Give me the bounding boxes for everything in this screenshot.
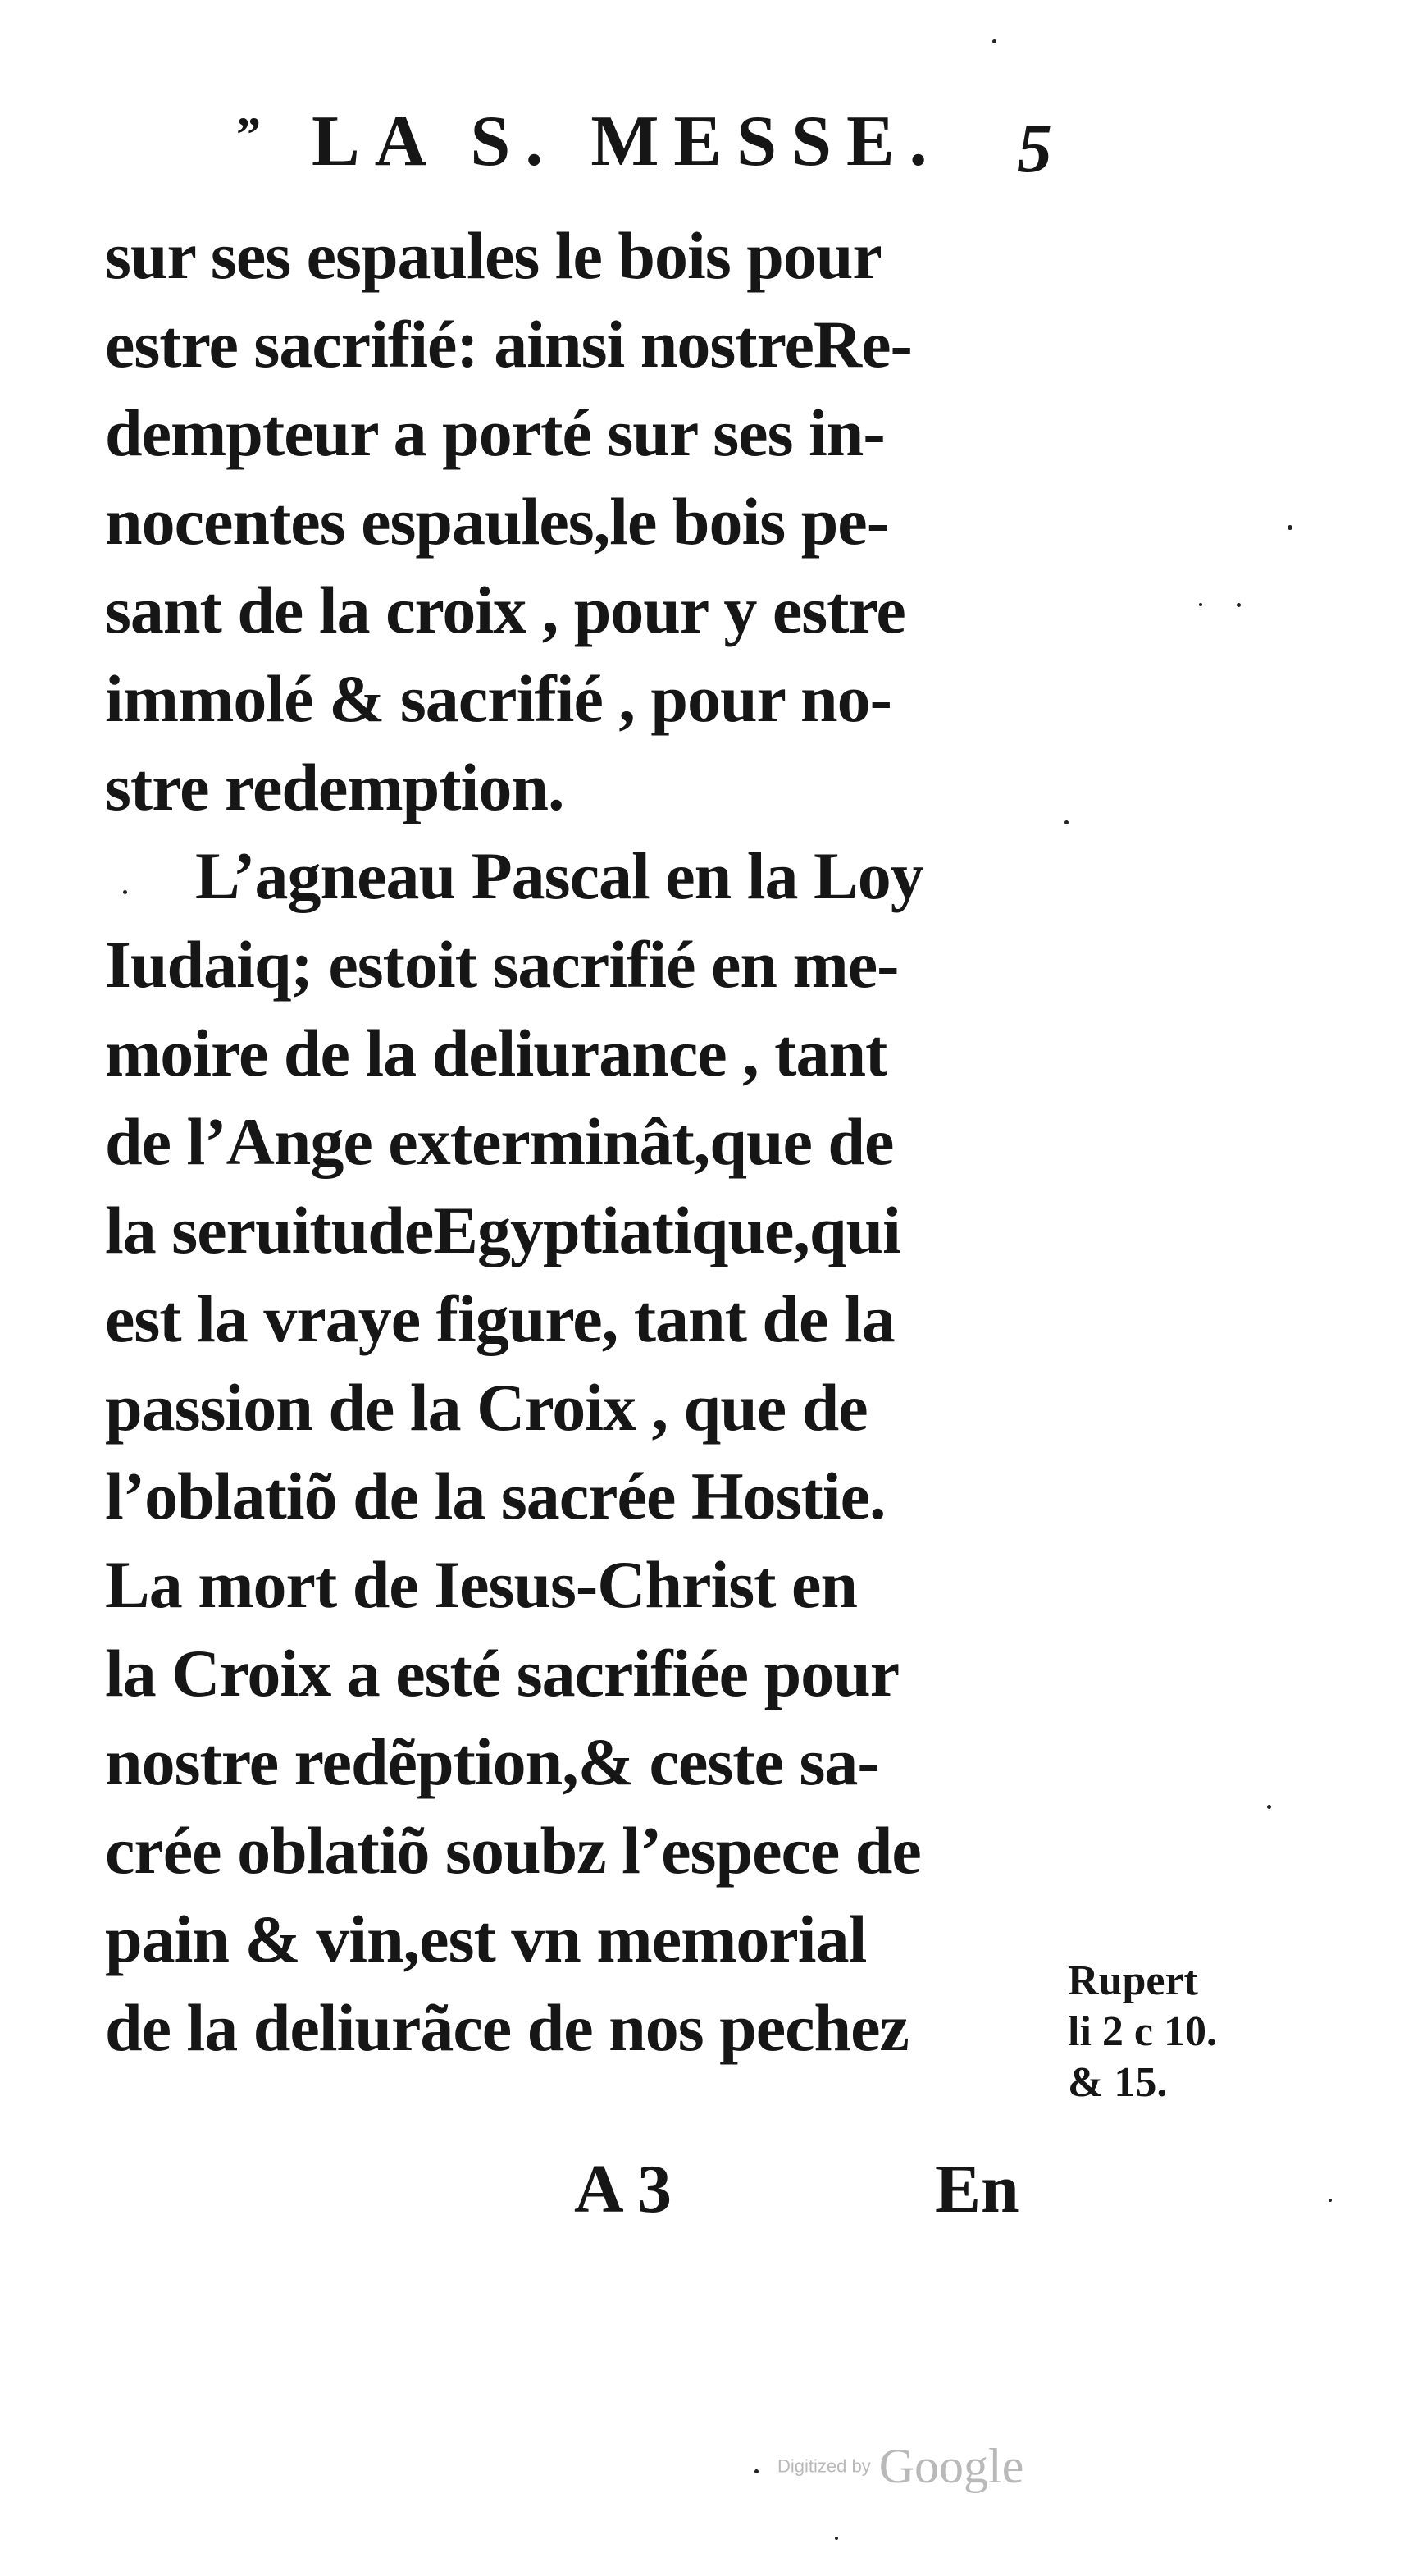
text-line: Iudaiq; estoit sacrifié en me- (105, 927, 899, 1002)
margin-note-line: Rupert (1068, 1957, 1198, 2004)
signature-mark: A 3 (574, 2151, 672, 2227)
digitized-watermark (777, 2438, 1023, 2495)
margin-note (1068, 1956, 1314, 2108)
scan-speck (1288, 525, 1292, 530)
text-line: L’agneau Pascal en la Loy (195, 838, 923, 913)
text-line: stre redemption. (105, 750, 564, 824)
text-line: la seruitudeEgyptiatique,qui (105, 1193, 900, 1267)
text-line: nocentes espaules,le bois pe- (105, 484, 888, 559)
running-header (221, 92, 1083, 207)
text-line: crée oblatiõ soubz l’espece de (105, 1813, 921, 1888)
text-line: dempteur a porté sur ses in- (105, 395, 885, 470)
text-line: la Croix a esté sacrifiée pour (105, 1636, 900, 1710)
text-line: La mort de Iesus-Christ en (105, 1547, 857, 1622)
text-line: nostre redẽption,& ceste sa- (105, 1724, 879, 1799)
watermark-prefix: Digitized by (777, 2455, 871, 2477)
watermark-brand: Google (878, 2439, 1024, 2493)
text-line: estre sacrifié: ainsi nostreRe- (105, 307, 912, 381)
scan-speck (1199, 603, 1202, 606)
scan-speck (1329, 2199, 1332, 2202)
margin-note-line: li 2 c 10. (1068, 2008, 1217, 2055)
scan-speck (754, 2469, 759, 2473)
text-line: est la vraye figure, tant de la (105, 1281, 895, 1356)
scan-speck (1064, 820, 1069, 824)
scan-speck (1267, 1805, 1271, 1809)
text-line: sur ses espaules le bois pour (105, 218, 882, 293)
header-title: LA S. MESSE. (312, 102, 942, 181)
text-line: immolé & sacrifié , pour no- (105, 661, 891, 736)
text-line: moire de la deliurance , tant (105, 1016, 887, 1090)
scan-speck (992, 39, 996, 43)
header-ornament: ” (236, 107, 261, 162)
scan-speck (1237, 603, 1241, 607)
text-line: de la deliurãce de nos pechez (105, 1990, 909, 2065)
text-line: sant de la croix , pour y estre (105, 573, 905, 647)
catchword: En (935, 2151, 1019, 2227)
text-line: passion de la Croix , que de (105, 1370, 868, 1445)
text-line: l’oblatiõ de la sacrée Hostie. (105, 1459, 886, 1533)
body-text (105, 212, 1073, 2072)
scan-speck (835, 2537, 838, 2540)
text-line: pain & vin,est vn memorial (105, 1902, 867, 1976)
scan-speck (123, 890, 127, 894)
text-line: de l’Ange exterminât,que de (105, 1104, 894, 1179)
page-number: 5 (1017, 108, 1052, 187)
margin-note-line: & 15. (1068, 2059, 1168, 2106)
